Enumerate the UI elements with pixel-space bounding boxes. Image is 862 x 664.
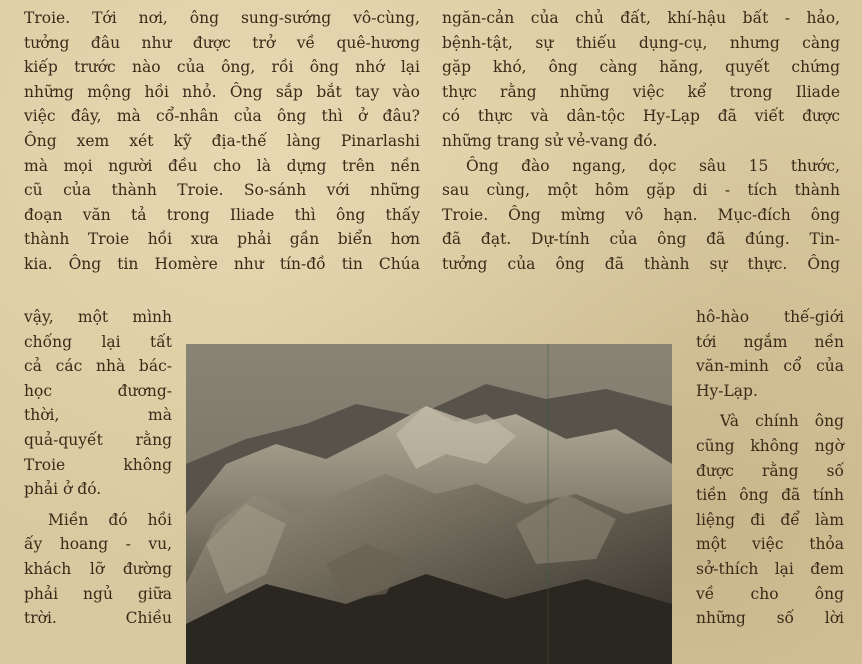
text-line: học đương- [24, 381, 172, 400]
text-line: Hy-Lạp. [696, 381, 758, 400]
text-line: gặp khó, ông càng hăng, quyết chứng [442, 58, 840, 77]
text-line: phải ngủ giữa [24, 584, 172, 603]
text-line: liệng đi để làm [696, 510, 844, 529]
text-line: ấy hoang - vu, [24, 535, 172, 554]
text-line: một việc thỏa [696, 535, 844, 554]
text-line: vậy, một mình [24, 308, 172, 326]
text-line: Troie. Tới nơi, ông sung-sướng vô-cùng, [24, 9, 420, 27]
text-line: thực rằng những việc kể trong Iliade [442, 82, 840, 101]
text-line: phải ở đó. [24, 480, 102, 499]
text-line: đã đạt. Dự-tính của ông đã đúng. Tin- [442, 230, 840, 249]
text-line: cũng không ngờ [696, 436, 844, 455]
text-line: chống lại tất [24, 332, 172, 351]
text-line: hô-hào thế-giới [696, 308, 844, 326]
text-line: tưởng đâu như được trở về quê-hương [24, 33, 420, 52]
text-line: mà mọi người đều cho là dựng trên nền [24, 156, 420, 175]
text-line: Troie không [24, 455, 172, 474]
text-line: quả-quyết rằng [24, 430, 172, 449]
text-line: ngăn-cản của chủ đất, khí-hậu bất - hảo, [442, 9, 840, 27]
text-line: Ông xem xét kỹ địa-thế làng Pinarlashi [24, 131, 420, 150]
text-line: có thực và dân-tộc Hy-Lạp đã viết được [442, 107, 840, 126]
text-line: văn-minh cổ của [696, 357, 844, 376]
text-line: trời. Chiều [24, 609, 172, 628]
right-wrap-text [696, 305, 844, 631]
text-line: những mộng hồi nhỏ. Ông sắp bắt tay vào [24, 82, 420, 101]
text-line: sau cùng, một hôm gặp di - tích thành [442, 181, 840, 200]
text-line: đoạn văn tả trong Iliade thì ông thấy [24, 205, 420, 224]
text-line: khách lỡ đường [24, 559, 172, 578]
text-line: bệnh-tật, sự thiếu dụng-cụ, nhưng càng [442, 33, 840, 52]
text-line: kia. Ông tin Homère như tín-đồ tin Chúa [24, 254, 420, 273]
left-column-text [24, 6, 420, 277]
text-line: cũ của thành Troie. So-sánh với những [24, 181, 420, 200]
text-line: tới ngắm nền [696, 332, 844, 351]
text-line: Và chính ông [720, 412, 844, 431]
text-line: thời, mà [24, 406, 172, 425]
text-line: tưởng của ông đã thành sự thực. Ông [442, 254, 840, 273]
text-line: cả các nhà bác- [24, 357, 172, 376]
text-line: Troie. Ông mừng vô hạn. Mục-đích ông [442, 205, 840, 224]
text-line: những số lời [696, 609, 844, 628]
text-line: sở-thích lại đem [696, 559, 844, 578]
right-column-text [442, 6, 840, 277]
text-line: Ông đào ngang, dọc sâu 15 thước, [466, 156, 840, 175]
left-wrap-text [24, 305, 172, 631]
text-line: thành Troie hồi xưa phải gần biển hơn [24, 230, 420, 249]
text-line: kiếp trước nào của ông, rồi ông nhớ lại [24, 58, 420, 77]
text-line: về cho ông [696, 584, 844, 603]
text-line: được rằng số [696, 461, 844, 480]
mountain-landscape-photo [186, 344, 672, 664]
text-line: những trang sử vẻ-vang đó. [442, 131, 658, 150]
text-line: việc đây, mà cổ-nhân của ông thì ở đâu? [24, 107, 420, 126]
text-line: Miền đó hồi [48, 510, 172, 529]
text-line: tiền ông đã tính [696, 486, 844, 505]
